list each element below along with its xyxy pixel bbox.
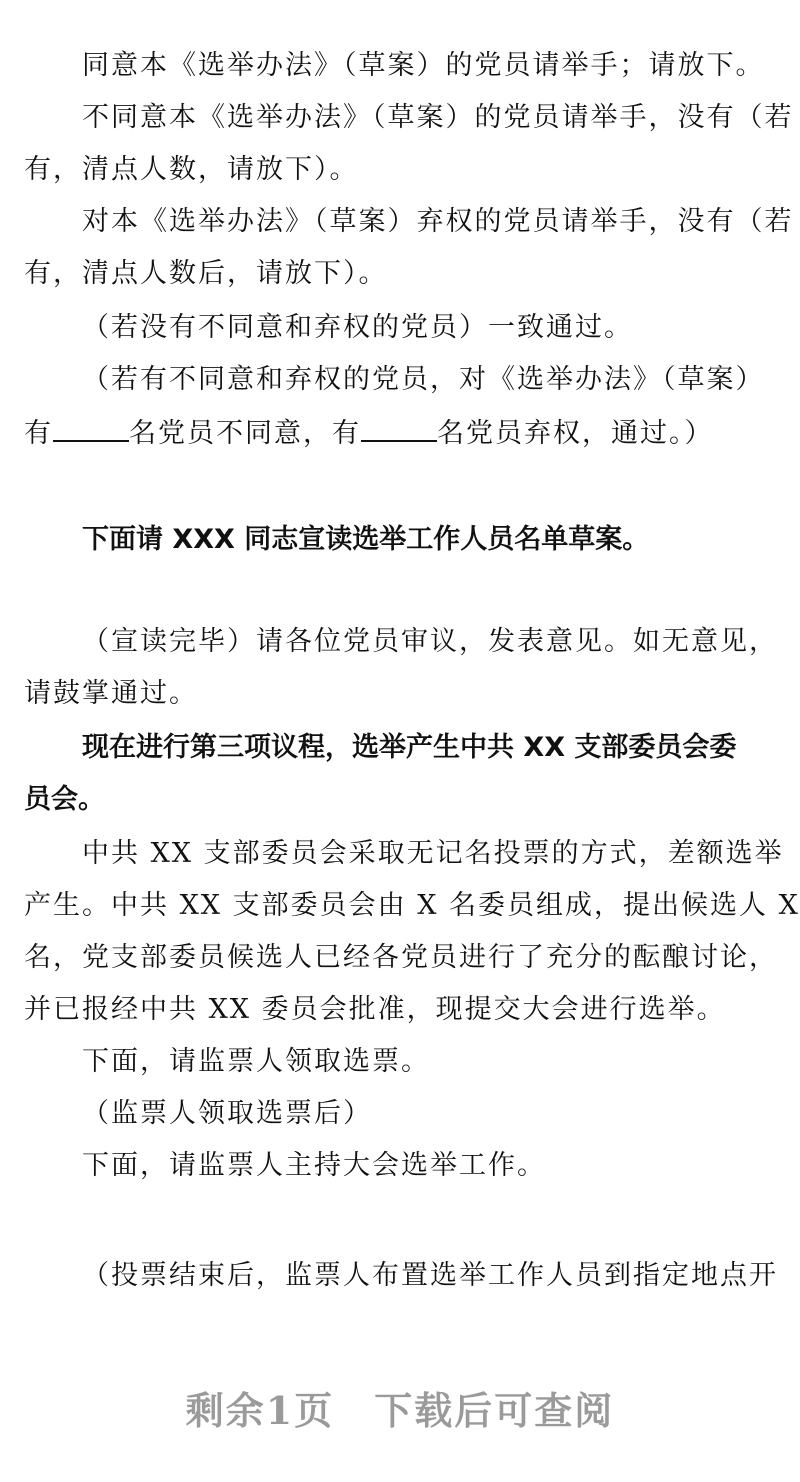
text-line: 同意本《选举办法》（草案）的党员请举手；请放下。 [82, 50, 765, 81]
text-line: 请鼓掌通过。 [24, 678, 198, 709]
text-line: 有，清点人数后，请放下）。 [24, 258, 388, 289]
text-line: （监票人领取选票后） [82, 1098, 372, 1129]
text-line: 中共 XX 支部委员会采取无记名投票的方式，差额选举 [82, 838, 784, 869]
text-line: （投票结束后，监票人布置选举工作人员到指定地点开 [82, 1260, 778, 1291]
heading-agenda-item-3-cont: 员会。 [24, 784, 105, 815]
blank-line-part3: 名党员弃权，通过。） [437, 418, 714, 449]
text-line: （若有不同意和弃权的党员，对《选举办法》（草案） [82, 364, 765, 395]
text-line: 名，党支部委员候选人已经各党员进行了充分的酝酿讨论， [24, 942, 778, 973]
text-line: 有，清点人数，请放下）。 [24, 154, 359, 185]
text-line: 对本《选举办法》（草案）弃权的党员请举手，没有（若 [82, 206, 794, 237]
text-line: （宣读完毕）请各位党员审议，发表意见。如无意见， [82, 626, 778, 657]
text-line: 并已报经中共 XX 委员会批准，现提交大会进行选举。 [24, 994, 726, 1025]
text-line: 不同意本《选举办法》（草案）的党员请举手，没有（若 [82, 102, 794, 133]
text-line: （若没有不同意和弃权的党员）一致通过。 [82, 312, 633, 343]
text-line: 下面，请监票人领取选票。 [82, 1046, 430, 1077]
heading-agenda-item-3: 现在进行第三项议程，选举产生中共 XX 支部委员会委 [82, 732, 737, 763]
blank-line-part2: 名党员不同意，有 [129, 418, 361, 449]
remaining-pages-label: 剩余1页 [185, 1388, 335, 1433]
text-line: 产生。中共 XX 支部委员会由 X 名委员组成，提出候选人 X [24, 890, 800, 921]
download-to-view-label: 下载后可查阅 [374, 1388, 615, 1433]
fill-blank [361, 412, 437, 442]
download-prompt[interactable] [0, 1380, 800, 1435]
blank-count-line [0, 412, 800, 454]
blank-line-part1: 有 [24, 418, 53, 449]
fill-blank [53, 412, 129, 442]
text-line: 下面，请监票人主持大会选举工作。 [82, 1150, 546, 1181]
heading-read-list: 下面请 XXX 同志宣读选举工作人员名单草案。 [82, 524, 650, 555]
